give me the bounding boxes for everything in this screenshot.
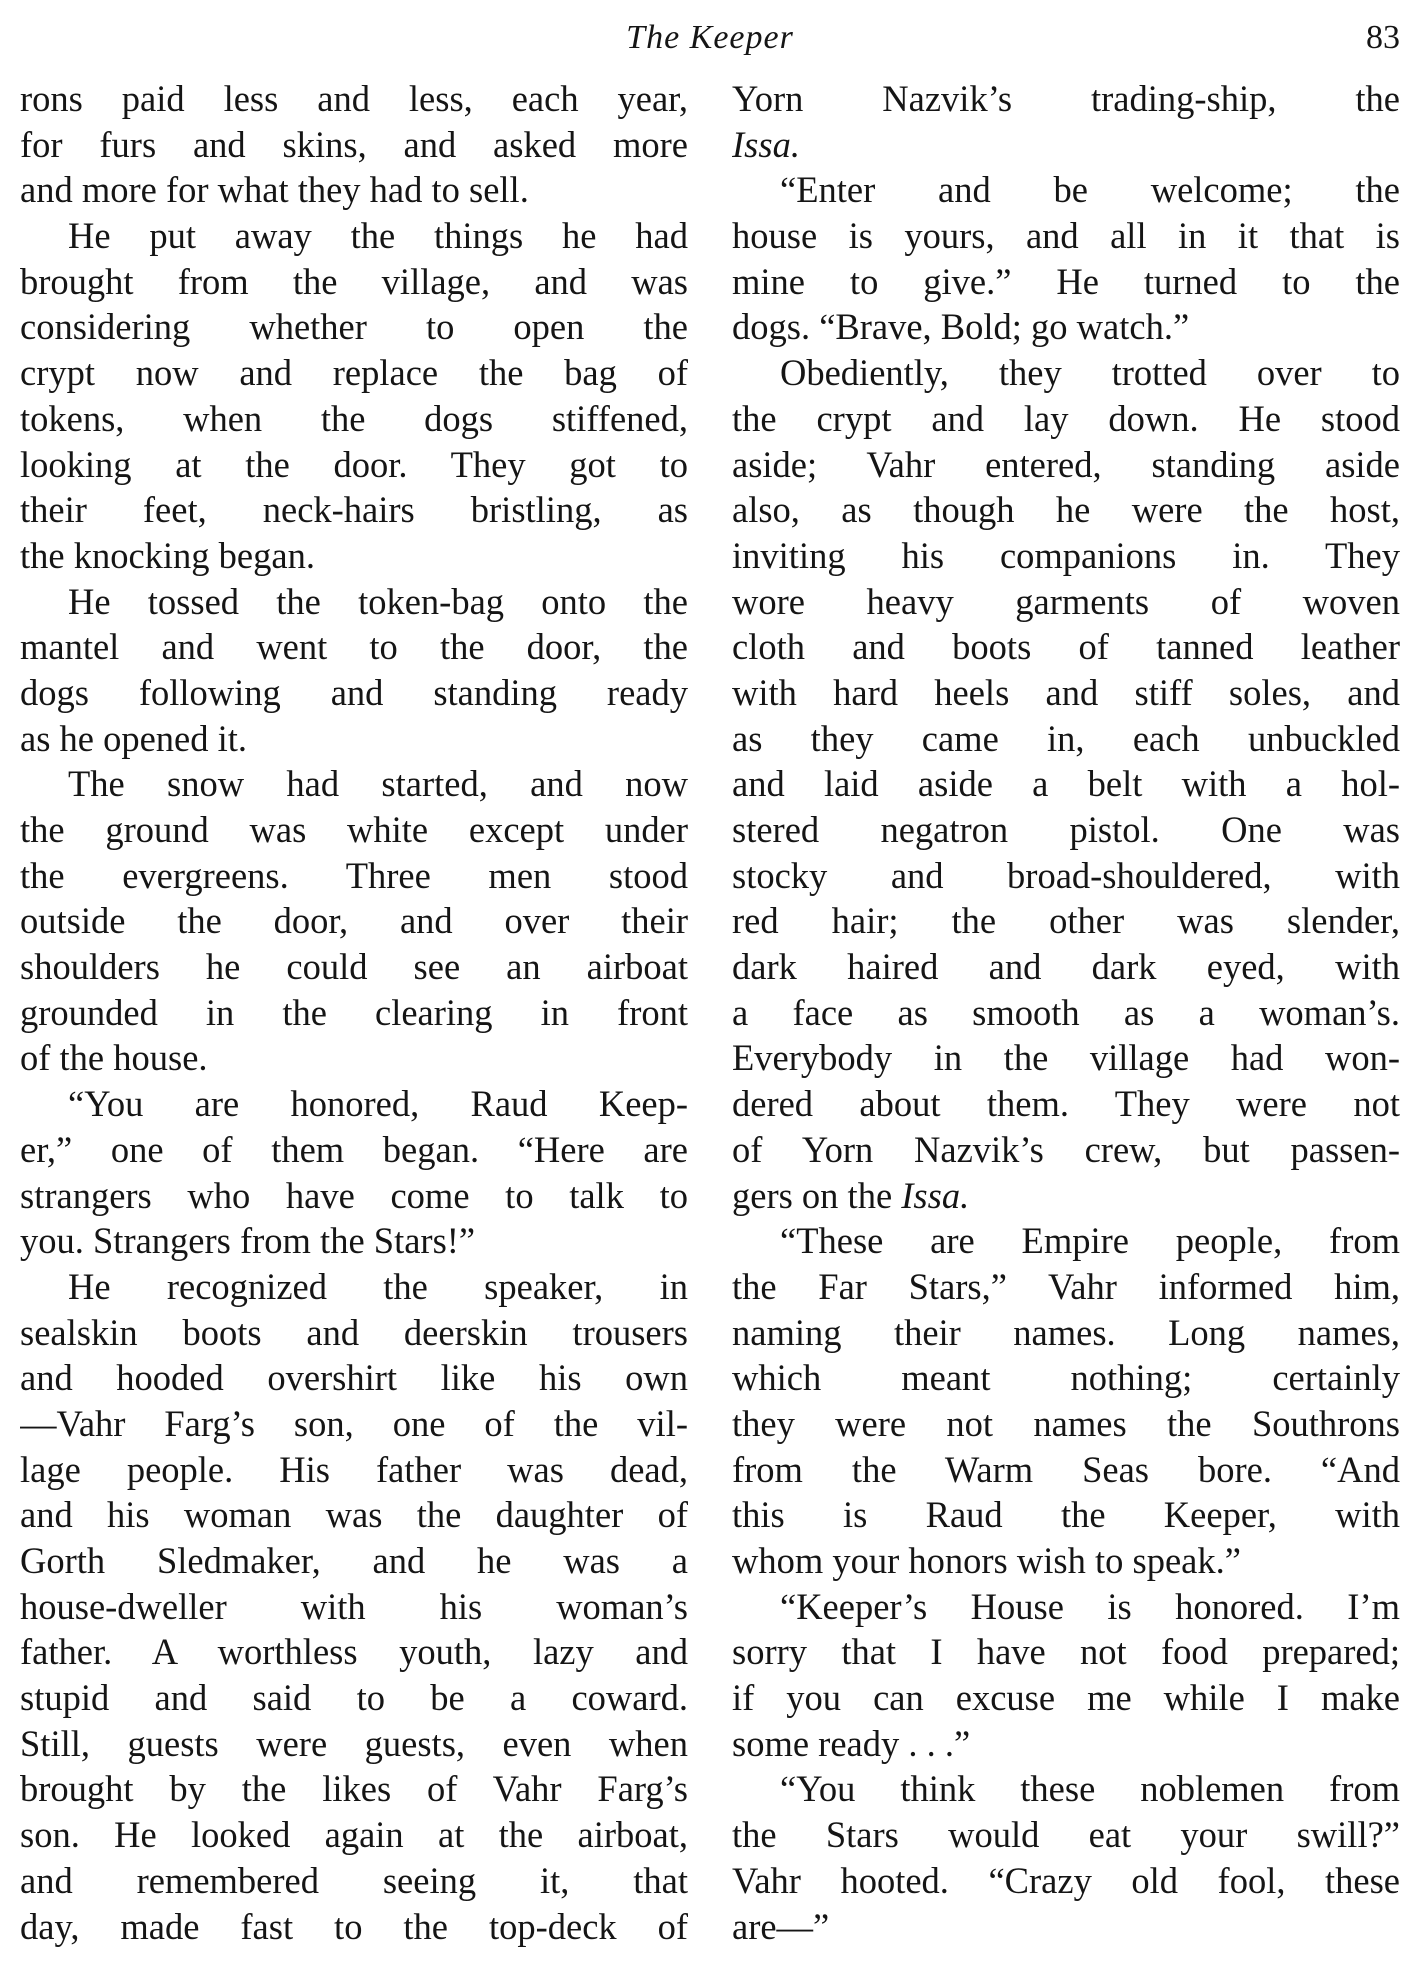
text-line bbox=[732, 1127, 1400, 1173]
text-line bbox=[732, 1904, 1400, 1950]
line-text: “You are honored, Raud Keep- bbox=[68, 1083, 688, 1125]
line-text: with hard heels and stiff soles, and bbox=[732, 671, 1400, 713]
line-text: father. A worthless youth, lazy and bbox=[20, 1631, 688, 1673]
text-line bbox=[732, 761, 1400, 807]
text-line bbox=[732, 1355, 1400, 1401]
left-text-column bbox=[20, 76, 688, 1949]
text-line bbox=[732, 1812, 1400, 1858]
text-line bbox=[732, 213, 1400, 259]
text-line bbox=[732, 350, 1400, 396]
line-text: cloth and boots of tanned leather bbox=[732, 626, 1400, 668]
line-text: and hooded overshirt like his own bbox=[20, 1357, 688, 1399]
text-line bbox=[732, 487, 1400, 533]
line-text: if you can excuse me while I make bbox=[732, 1677, 1400, 1719]
line-text: considering whether to open the bbox=[20, 306, 688, 348]
text-line bbox=[20, 396, 688, 442]
text-line bbox=[732, 167, 1400, 213]
line-text: the evergreens. Three men stood bbox=[20, 854, 688, 896]
line-text: house is yours, and all in it that is bbox=[732, 215, 1400, 257]
line-text: this is Raud the Keeper, with bbox=[732, 1494, 1400, 1536]
text-line bbox=[732, 1721, 1400, 1767]
text-line bbox=[732, 259, 1400, 305]
line-text: stocky and broad-shouldered, with bbox=[732, 854, 1400, 896]
text-line bbox=[732, 1492, 1400, 1538]
text-line bbox=[20, 1218, 688, 1264]
text-line bbox=[20, 213, 688, 259]
text-line bbox=[732, 1035, 1400, 1081]
text-line bbox=[20, 1264, 688, 1310]
line-text: naming their names. Long names, bbox=[732, 1311, 1400, 1353]
text-line bbox=[20, 898, 688, 944]
line-text: mine to give.” He turned to the bbox=[732, 260, 1400, 302]
line-text: outside the door, and over their bbox=[20, 900, 688, 942]
text-line bbox=[20, 1538, 688, 1584]
line-text: aside; Vahr entered, standing aside bbox=[732, 443, 1400, 485]
line-text: He recognized the speaker, in bbox=[68, 1265, 688, 1307]
text-line bbox=[20, 1401, 688, 1447]
line-text: “You think these noblemen from bbox=[780, 1768, 1400, 1810]
text-line bbox=[732, 1447, 1400, 1493]
line-text: He tossed the token-bag onto the bbox=[68, 580, 688, 622]
text-line bbox=[732, 807, 1400, 853]
line-text: rons paid less and less, each year, bbox=[20, 78, 688, 119]
line-text: the knocking began. bbox=[20, 534, 315, 576]
text-line bbox=[20, 579, 688, 625]
line-text: dogs. “Brave, Bold; go watch.” bbox=[732, 306, 1190, 348]
text-line bbox=[20, 1173, 688, 1219]
line-text: from the Warm Seas bore. “And bbox=[732, 1448, 1400, 1490]
text-line bbox=[20, 1584, 688, 1630]
line-text: of Yorn Nazvik’s crew, but passen- bbox=[732, 1128, 1400, 1170]
text-line bbox=[732, 624, 1400, 670]
line-text: are—” bbox=[732, 1905, 830, 1947]
line-text: gers on the bbox=[732, 1174, 902, 1216]
text-line bbox=[20, 1858, 688, 1904]
line-text: for furs and skins, and asked more bbox=[20, 123, 688, 165]
text-line bbox=[732, 1310, 1400, 1356]
line-text: dered about them. They were not bbox=[732, 1083, 1400, 1125]
text-line bbox=[732, 898, 1400, 944]
line-text: brought by the likes of Vahr Farg’s bbox=[20, 1768, 688, 1810]
text-line bbox=[20, 76, 688, 122]
line-text: red hair; the other was slender, bbox=[732, 900, 1400, 942]
text-line bbox=[20, 167, 688, 213]
text-line bbox=[20, 853, 688, 899]
line-text: and more for what they had to sell. bbox=[20, 169, 529, 211]
line-text: The snow had started, and now bbox=[68, 763, 688, 805]
line-text: —Vahr Farg’s son, one of the vil- bbox=[20, 1402, 688, 1444]
line-text: mantel and went to the door, the bbox=[20, 626, 688, 668]
text-line bbox=[20, 1127, 688, 1173]
line-text: strangers who have come to talk to bbox=[20, 1174, 688, 1216]
text-line bbox=[732, 1264, 1400, 1310]
text-line bbox=[732, 396, 1400, 442]
line-text: “Enter and be welcome; the bbox=[780, 169, 1400, 211]
running-title: The Keeper bbox=[626, 19, 794, 56]
text-line bbox=[20, 1675, 688, 1721]
text-line bbox=[732, 944, 1400, 990]
text-line bbox=[732, 1081, 1400, 1127]
text-line bbox=[732, 1401, 1400, 1447]
text-line bbox=[20, 1355, 688, 1401]
line-text: Issa. bbox=[732, 123, 800, 165]
text-line bbox=[732, 716, 1400, 762]
line-text: and laid aside a belt with a hol- bbox=[732, 763, 1400, 805]
line-text: “Keeper’s House is honored. I’m bbox=[780, 1585, 1400, 1627]
text-line bbox=[20, 716, 688, 762]
text-line bbox=[20, 1081, 688, 1127]
line-text: He put away the things he had bbox=[68, 215, 688, 257]
line-text: dogs following and standing ready bbox=[20, 671, 688, 713]
line-text: dark haired and dark eyed, with bbox=[732, 946, 1400, 988]
line-text: day, made fast to the top-deck of bbox=[20, 1905, 688, 1947]
line-text: the Stars would eat your swill?” bbox=[732, 1814, 1400, 1856]
line-text: of the house. bbox=[20, 1037, 208, 1079]
text-line bbox=[732, 1629, 1400, 1675]
text-line bbox=[732, 1218, 1400, 1264]
line-text: looking at the door. They got to bbox=[20, 443, 688, 485]
text-line bbox=[732, 76, 1400, 122]
right-text-column bbox=[732, 76, 1400, 1949]
line-text: Gorth Sledmaker, and he was a bbox=[20, 1540, 688, 1581]
line-text: a face as smooth as a woman’s. bbox=[732, 991, 1400, 1033]
text-line bbox=[20, 487, 688, 533]
text-line bbox=[20, 761, 688, 807]
text-line bbox=[20, 670, 688, 716]
text-line bbox=[732, 442, 1400, 488]
text-line bbox=[20, 1766, 688, 1812]
line-text: you. Strangers from the Stars!” bbox=[20, 1220, 476, 1262]
text-line bbox=[732, 1675, 1400, 1721]
text-line bbox=[732, 670, 1400, 716]
text-line bbox=[20, 1629, 688, 1675]
line-text: some ready . . .” bbox=[732, 1722, 971, 1764]
line-text: stupid and said to be a coward. bbox=[20, 1677, 688, 1719]
line-text: sealskin boots and deerskin trousers bbox=[20, 1311, 688, 1353]
text-line bbox=[20, 304, 688, 350]
line-text: house-dweller with his woman’s bbox=[20, 1585, 688, 1627]
line-text: son. He looked again at the airboat, bbox=[20, 1814, 688, 1856]
line-text: Yorn Nazvik’s trading-ship, the bbox=[732, 78, 1400, 119]
line-text: and remembered seeing it, that bbox=[20, 1859, 688, 1901]
line-text: Obediently, they trotted over to bbox=[780, 352, 1400, 394]
line-text: the Far Stars,” Vahr informed him, bbox=[732, 1265, 1400, 1307]
line-text: crypt now and replace the bag of bbox=[20, 352, 688, 394]
text-line bbox=[20, 533, 688, 579]
line-text: also, as though he were the host, bbox=[732, 489, 1400, 531]
text-line bbox=[20, 990, 688, 1036]
line-text: stered negatron pistol. One was bbox=[732, 809, 1400, 850]
line-text: the crypt and lay down. He stood bbox=[732, 397, 1400, 439]
line-text: grounded in the clearing in front bbox=[20, 991, 688, 1033]
text-line bbox=[732, 853, 1400, 899]
line-text: er,” one of them began. “Here are bbox=[20, 1128, 688, 1170]
line-text: inviting his companions in. They bbox=[732, 534, 1400, 576]
text-line bbox=[732, 122, 1400, 168]
text-line bbox=[20, 1721, 688, 1767]
text-line bbox=[732, 990, 1400, 1036]
line-text: as they came in, each unbuckled bbox=[732, 717, 1400, 759]
line-text: they were not names the Southrons bbox=[732, 1402, 1400, 1444]
text-line bbox=[20, 259, 688, 305]
page-header bbox=[20, 14, 1400, 62]
line-text: as he opened it. bbox=[20, 717, 248, 759]
text-line bbox=[20, 1492, 688, 1538]
text-line bbox=[732, 1858, 1400, 1904]
line-text: shoulders he could see an airboat bbox=[20, 946, 688, 988]
line-text: tokens, when the dogs stiffened, bbox=[20, 397, 688, 439]
line-text: and his woman was the daughter of bbox=[20, 1494, 688, 1536]
page-number: 83 bbox=[1366, 19, 1400, 56]
line-text: Still, guests were guests, even when bbox=[20, 1722, 688, 1764]
italic-ship-name: Issa. bbox=[901, 1174, 970, 1216]
text-line bbox=[20, 624, 688, 670]
line-text: the ground was white except under bbox=[20, 809, 688, 850]
text-line bbox=[732, 533, 1400, 579]
text-line bbox=[732, 1766, 1400, 1812]
text-line bbox=[20, 1310, 688, 1356]
line-text: sorry that I have not food prepared; bbox=[732, 1631, 1400, 1673]
text-line bbox=[20, 944, 688, 990]
text-line bbox=[20, 1035, 688, 1081]
text-line bbox=[20, 1812, 688, 1858]
text-line bbox=[20, 1447, 688, 1493]
line-text: lage people. His father was dead, bbox=[20, 1448, 688, 1490]
line-text: Vahr hooted. “Crazy old fool, these bbox=[732, 1859, 1400, 1901]
line-text: their feet, neck-hairs bristling, as bbox=[20, 489, 688, 531]
text-line bbox=[20, 1904, 688, 1950]
text-line bbox=[732, 1584, 1400, 1630]
text-line bbox=[732, 1173, 1400, 1219]
line-text: “These are Empire people, from bbox=[780, 1220, 1400, 1262]
text-line bbox=[732, 1538, 1400, 1584]
line-text: whom your honors wish to speak.” bbox=[732, 1540, 1241, 1581]
line-text: brought from the village, and was bbox=[20, 260, 688, 302]
text-line bbox=[20, 442, 688, 488]
line-text: wore heavy garments of woven bbox=[732, 580, 1400, 622]
text-line bbox=[732, 304, 1400, 350]
text-line bbox=[20, 807, 688, 853]
text-line bbox=[20, 122, 688, 168]
line-text: which meant nothing; certainly bbox=[732, 1357, 1400, 1399]
text-line bbox=[20, 350, 688, 396]
text-line bbox=[732, 579, 1400, 625]
line-text: Everybody in the village had won- bbox=[732, 1037, 1400, 1079]
